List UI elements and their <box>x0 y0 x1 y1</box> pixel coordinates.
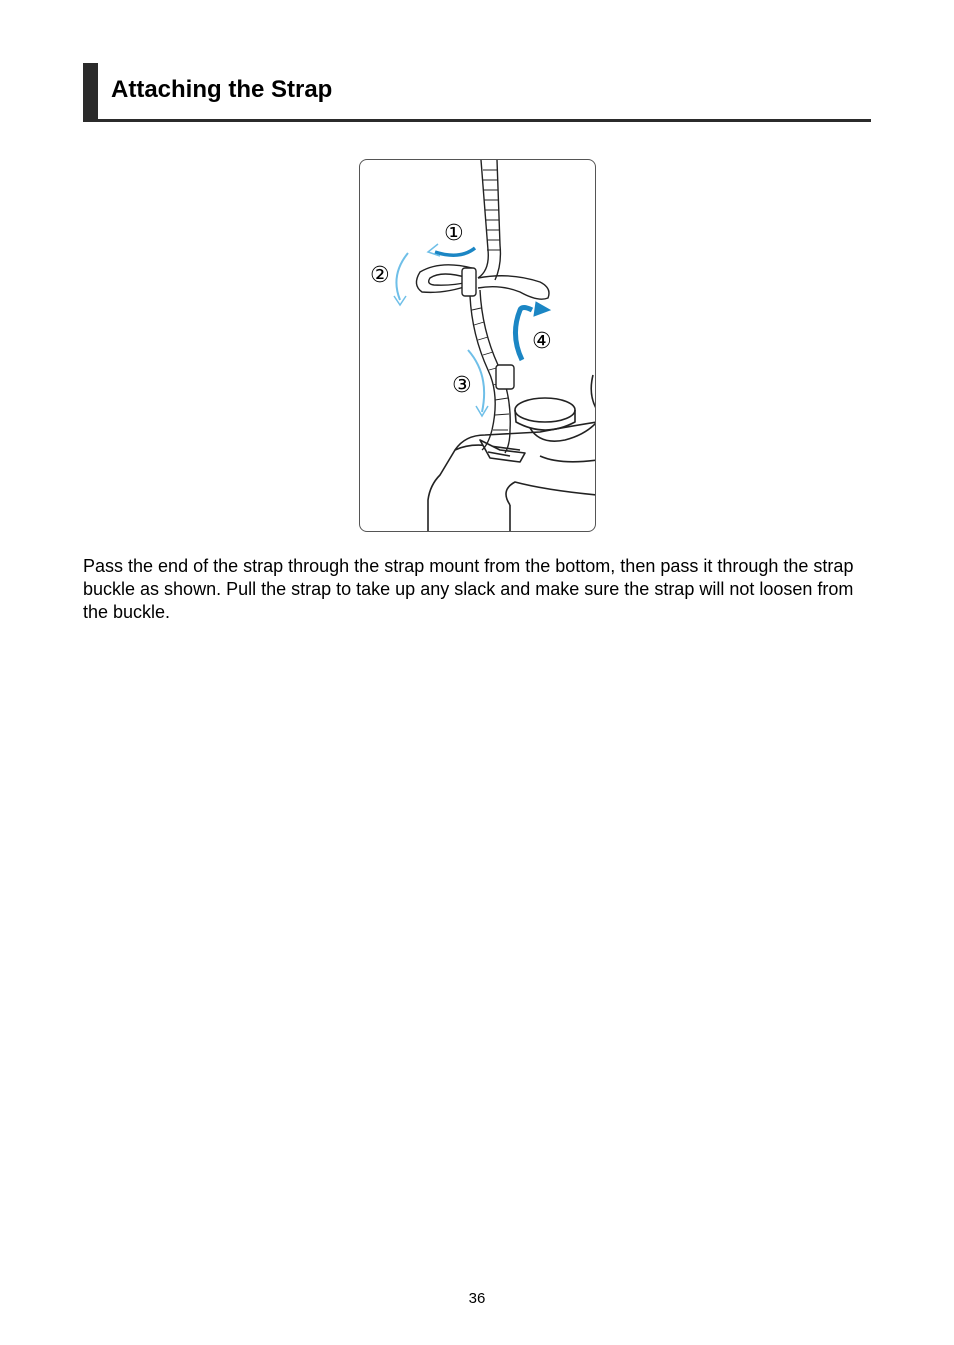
heading-accent-bar <box>83 63 98 119</box>
strap-illustration <box>359 159 596 532</box>
step-label-3: ③ <box>452 373 472 398</box>
step-label-2: ② <box>370 263 390 288</box>
camera-body-drawing <box>428 375 596 532</box>
section-heading <box>83 63 871 122</box>
step-label-1: ① <box>444 221 464 246</box>
page-number: 36 <box>468 1290 486 1307</box>
step-label-4: ④ <box>532 329 552 354</box>
instruction-paragraph: Pass the end of the strap through the strap mount from the bottom, then pass it through the strap buckle as shown. Pull the strap to take up any slack and make sure the strap will not loosen from the buckle. <box>83 556 854 622</box>
page-title: Attaching the Strap <box>111 76 333 103</box>
